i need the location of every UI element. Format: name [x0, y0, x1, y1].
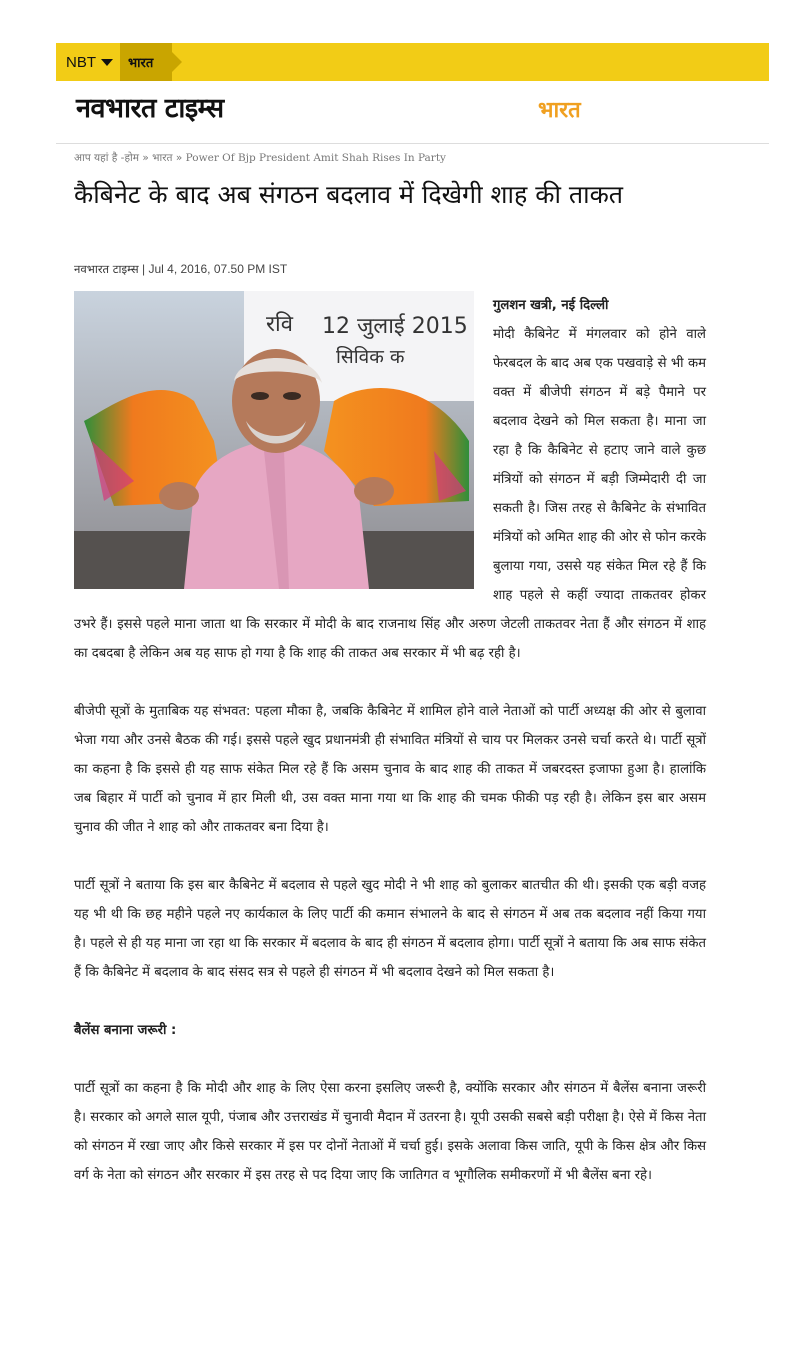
breadcrumb-separator: » [172, 152, 186, 164]
photo-banner-date: 12 जुलाई 2015 [322, 314, 468, 339]
paragraph-text: मोदी कैबिनेट में मंगलवार को होने वाले फेरबदल के बाद अब एक पखवाड़े से भी कम वक्त में बीजेपी संगठन में बड़े पैमाने पर बदलाव देखने को मिल सकता है। माना जा रहा है कि कैबिनेट से हटाए जाने वाले कुछ मंत्रियों को संगठन में बड़ी जिम्मेदारी दी जा सकती है। जिस तरह से कैबिनेट के संभावित मंत्रियों को अमित शाह की ओर से फोन करके बुलाया गया, उससे यह संकेत मिल रहे हैं कि शाह पहले से कहीं ज्यादा ताकतवर होकर उभरे हैं। इससे पहले माना जाता था कि सरकार में मोदी के बाद राजनाथ सिंह और अरुण जेटली ताकतवर नेता हैं और संगठन में शाह का दबदबा है लेकिन अब यह साफ हो गया है कि शाह की ताकत अब सरकार में भी बढ़ रही है। [74, 327, 706, 661]
article-date: | Jul 4, 2016, 07.50 PM IST [138, 262, 288, 276]
nbt-menu-button[interactable] [56, 43, 120, 81]
article-paragraph-4: पार्टी सूत्रों का कहना है कि मोदी और शाह के लिए ऐसा करना इसलिए जरूरी है, क्योंकि सरकार और संगठन में बैलेंस बनाना जरूरी है। सरकार को अगले साल यूपी, पंजाब और उत्तराखंड में चुनावी मैदान में उतरना है। यूपी उसकी सबसे बड़ी परीक्षा है। ऐसे में किस नेता को संगठन में रखा जाए और किसे सरकार में इस पर दोनों नेताओं में चर्चा हुई। इसके अलावा किस जाति, यूपी के किस क्षेत्र और किस वर्ग के नेता को संगठन और सरकार में इस तरह से पद दिया जाए कि जातिगत व भूगौलिक समीकरणों में भी बैलेंस बना रहे। [74, 1081, 706, 1183]
article-title: कैबिनेट के बाद अब संगठन बदलाव में दिखेगी शाह की ताकत [74, 180, 624, 209]
article-paragraph-2: बीजेपी सूत्रों के मुताबिक यह संभवत: पहला मौका है, जबकि कैबिनेट में शामिल होने वाले नेताओं को पार्टी अध्यक्ष की ओर से बुलावा भेजा गया और उनसे बैठक की गई। इससे पहले खुद प्रधानमंत्री ही संभावित मंत्रियों से चाय पर मिलकर उनसे चर्चा करते थे। पार्टी सूत्रों का कहना है कि इससे ही यह साफ संकेत मिल रहे हैं कि असम चुनाव के बाद शाह की ताकत में जबरदस्त इजाफा हुआ है। हालांकि जब बिहार में पार्टी को चुनाव में हार मिली थी, उस वक्त माना गया था कि शाह की चमक फीकी पड़ रही है। लेकिन इस बार असम चुनाव की जीत ने शाह को और ताकतवर बना दिया है। [74, 704, 706, 835]
breadcrumb-current: Power Of Bjp President Amit Shah Rises In Party [185, 152, 446, 164]
breadcrumb-home-link[interactable]: होम [124, 152, 140, 164]
nbt-label: NBT [66, 53, 96, 71]
breadcrumb-section-link[interactable]: भारत [152, 152, 173, 164]
top-nav-bar [56, 43, 769, 81]
article-author: गुलशन खत्री, नई दिल्ली [493, 298, 609, 313]
section-heading[interactable]: भारत [538, 98, 581, 123]
nav-tab-bharat[interactable]: भारत [120, 43, 172, 81]
article-subheading: बैलेंस बनाना जरूरी : [74, 1023, 177, 1038]
photo-banner-line2: सिविक क [336, 346, 405, 368]
article-byline [74, 262, 287, 277]
article-paragraph-1 [74, 291, 706, 668]
photo-spacer [74, 291, 474, 589]
photo-banner-prefix: रवि [266, 312, 293, 337]
site-logo[interactable]: नवभारत टाइम्स [76, 93, 224, 124]
header-divider [56, 143, 769, 144]
article-body [74, 291, 706, 1219]
breadcrumb-separator: » [139, 152, 153, 164]
article-paragraph-3: पार्टी सूत्रों ने बताया कि इस बार कैबिनेट में बदलाव से पहले खुद मोदी ने भी शाह को बुलाकर बातचीत की थी। इसकी एक बड़ी वजह यह भी थी कि छह महीने पहले नए कार्यकाल के लिए पार्टी की कमान संभालने के बाद से संगठन में अब तक बदलाव नहीं किया गया है। पहले से ही यह माना जा रहा था कि सरकार में बदलाव के बाद ही संगठन में बदलाव होगा। पार्टी सूत्रों ने बताया कि अब साफ संकेत हैं कि कैबिनेट में बदलाव के बाद संसद सत्र से पहले ही संगठन में भी बदलाव देखने को मिल सकता है। [74, 878, 706, 980]
breadcrumb-prefix: आप यहां है - [74, 152, 125, 164]
breadcrumb [74, 151, 446, 165]
caret-down-icon [101, 59, 113, 66]
article-source: नवभारत टाइम्स [74, 262, 139, 276]
